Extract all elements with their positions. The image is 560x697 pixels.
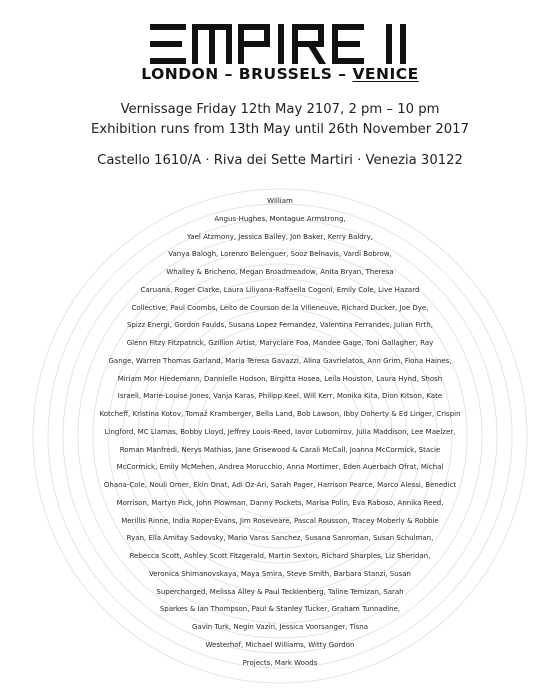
artist-list-line: Sparkes & Ian Thompson, Paul & Stanley Tucker, Graham Tunnadine, [159, 605, 401, 614]
artist-list-line: Yael Atzmony, Jessica Bailey, Jon Baker, Kerry Baldry, [187, 232, 373, 241]
artist-list-line: Caruana, Roger Clarke, Laura Liliyana-Raffaella Cogoni, Emily Cole, Live Hazard [140, 285, 420, 294]
artist-list-line: Rebecca Scott, Ashley Scott Fitzgerald, Martin Sexton, Richard Sharples, Liz Sheridan, [129, 552, 431, 560]
artist-list-line: Supercharged, Melissa Alley & Paul Tecklenberg, Taline Temizan, Sarah [156, 587, 404, 596]
artist-list-line: Israeli, Marie-Louise Jones, Vanja Karas, Philipp Keel, Will Kerr, Monika Kita, Dion Kitson, Kate [117, 392, 443, 401]
artist-list-line: Westerhof, Michael Williams, Witty Gordon [205, 640, 355, 649]
artist-list-line: Gange, Warren Thomas Garland, Maria Teresa Gavazzi, Alina Gavrielatos, Ann Grim, Fiona Haines, [108, 356, 452, 365]
artist-list-line: William [267, 197, 293, 205]
cities-line [0, 65, 560, 83]
artist-list-line: Collective, Paul Coombs, Leito de Courson de la Villeneuve, Richard Ducker, Joe Dye, [131, 303, 429, 312]
artist-list-line: Roman Manfredi, Nerys Mathias, Jane Grisewood & Carali McCall, Joanna McCormick, Stacie [119, 445, 441, 454]
artist-list-line: Morrison, Martyn Pick, John Plowman, Danny Pockets, Marisa Polin, Eva Raboso, Annika Reed, [116, 498, 444, 507]
artist-list-line: Whalley & Bricheno, Megan Broadmeadow, Anita Bryan, Theresa [166, 268, 394, 276]
address-line: Castello 1610/A · Riva dei Sette Martiri · Venezia 30122 [97, 153, 463, 168]
artist-list-line: Gavin Turk, Negin Vaziri, Jessica Voorsanger, Tisna [191, 623, 368, 631]
artist-list-line: Vanya Balogh, Lorenzo Belenguer, Sooz Belnavis, Vardi Bobrow, [168, 250, 392, 259]
artist-list-line: Glenn Fitzy Fitzpatrick, Gzillion Artist, Maryclare Foa, Mandee Gage, Toni Gallagher, Ray [126, 339, 434, 347]
cities-text: LONDON – BRUSSELS – [141, 65, 353, 83]
artist-list-line: Merillis Rinne, India Roper-Evans, Jim Roseveare, Pascal Rousson, Tracey Moberly & Robbie [121, 516, 439, 525]
artist-list-line: Ryan, Ella Amitay Sadovsky, Mario Varas Sanchez, Susana Sanroman, Susan Schulman, [126, 534, 434, 543]
artist-list [0, 193, 560, 672]
venice-link[interactable]: VENICE [352, 65, 419, 83]
logo [0, 24, 560, 66]
exhibition-runs-line: Exhibition runs from 13th May until 26th November 2017 [91, 122, 469, 137]
artist-list-line: Lingford, MC Llamas, Bobby Lloyd, Jeffrey Louis-Reed, Iavor Lubomirov, Julia Maddison, Lee Maelzer, [104, 427, 456, 436]
artist-list-line: Kotcheff, Kristina Kotov, Tomaž Kramberger, Bella Land, Bob Lawson, Ibby Doherty & Ed Linger, Crispin [99, 410, 461, 418]
vernissage-line: Vernissage Friday 12th May 2107, 2 pm – 10 pm [120, 102, 440, 117]
artist-list-line: Projects, Mark Woods [242, 658, 318, 667]
artist-list-line: Ohana-Cole, Nouli Omer, Ekin Onat, Adi Oz-Ari, Sarah Pager, Harrison Pearce, Marco Alessi, Benedict [103, 481, 457, 489]
artist-list-line: Veronica Shimanovskaya, Maya Smira, Steve Smith, Barbara Stanzi, Susan [149, 569, 411, 578]
artist-list-line: McCormick, Emily McMehen, Andrea Morucchio, Anna Mortimer, Eden Auerbach Ofrat, Michal [116, 463, 444, 472]
artist-list-line: Miriam Mor Hiedemann, Dannielle Hodson, Birgitta Hosea, Leila Houston, Laura Hynd, Shosh [117, 374, 443, 383]
artist-list-line: Angus-Hughes, Montague Armstrong, [214, 214, 346, 223]
artist-list-line: Spizz Energi, Gordon Faulds, Susana Lopez Fernandez, Valentina Ferrandes, Julian Firth, [127, 321, 433, 330]
empire-ii-logo [150, 24, 410, 64]
